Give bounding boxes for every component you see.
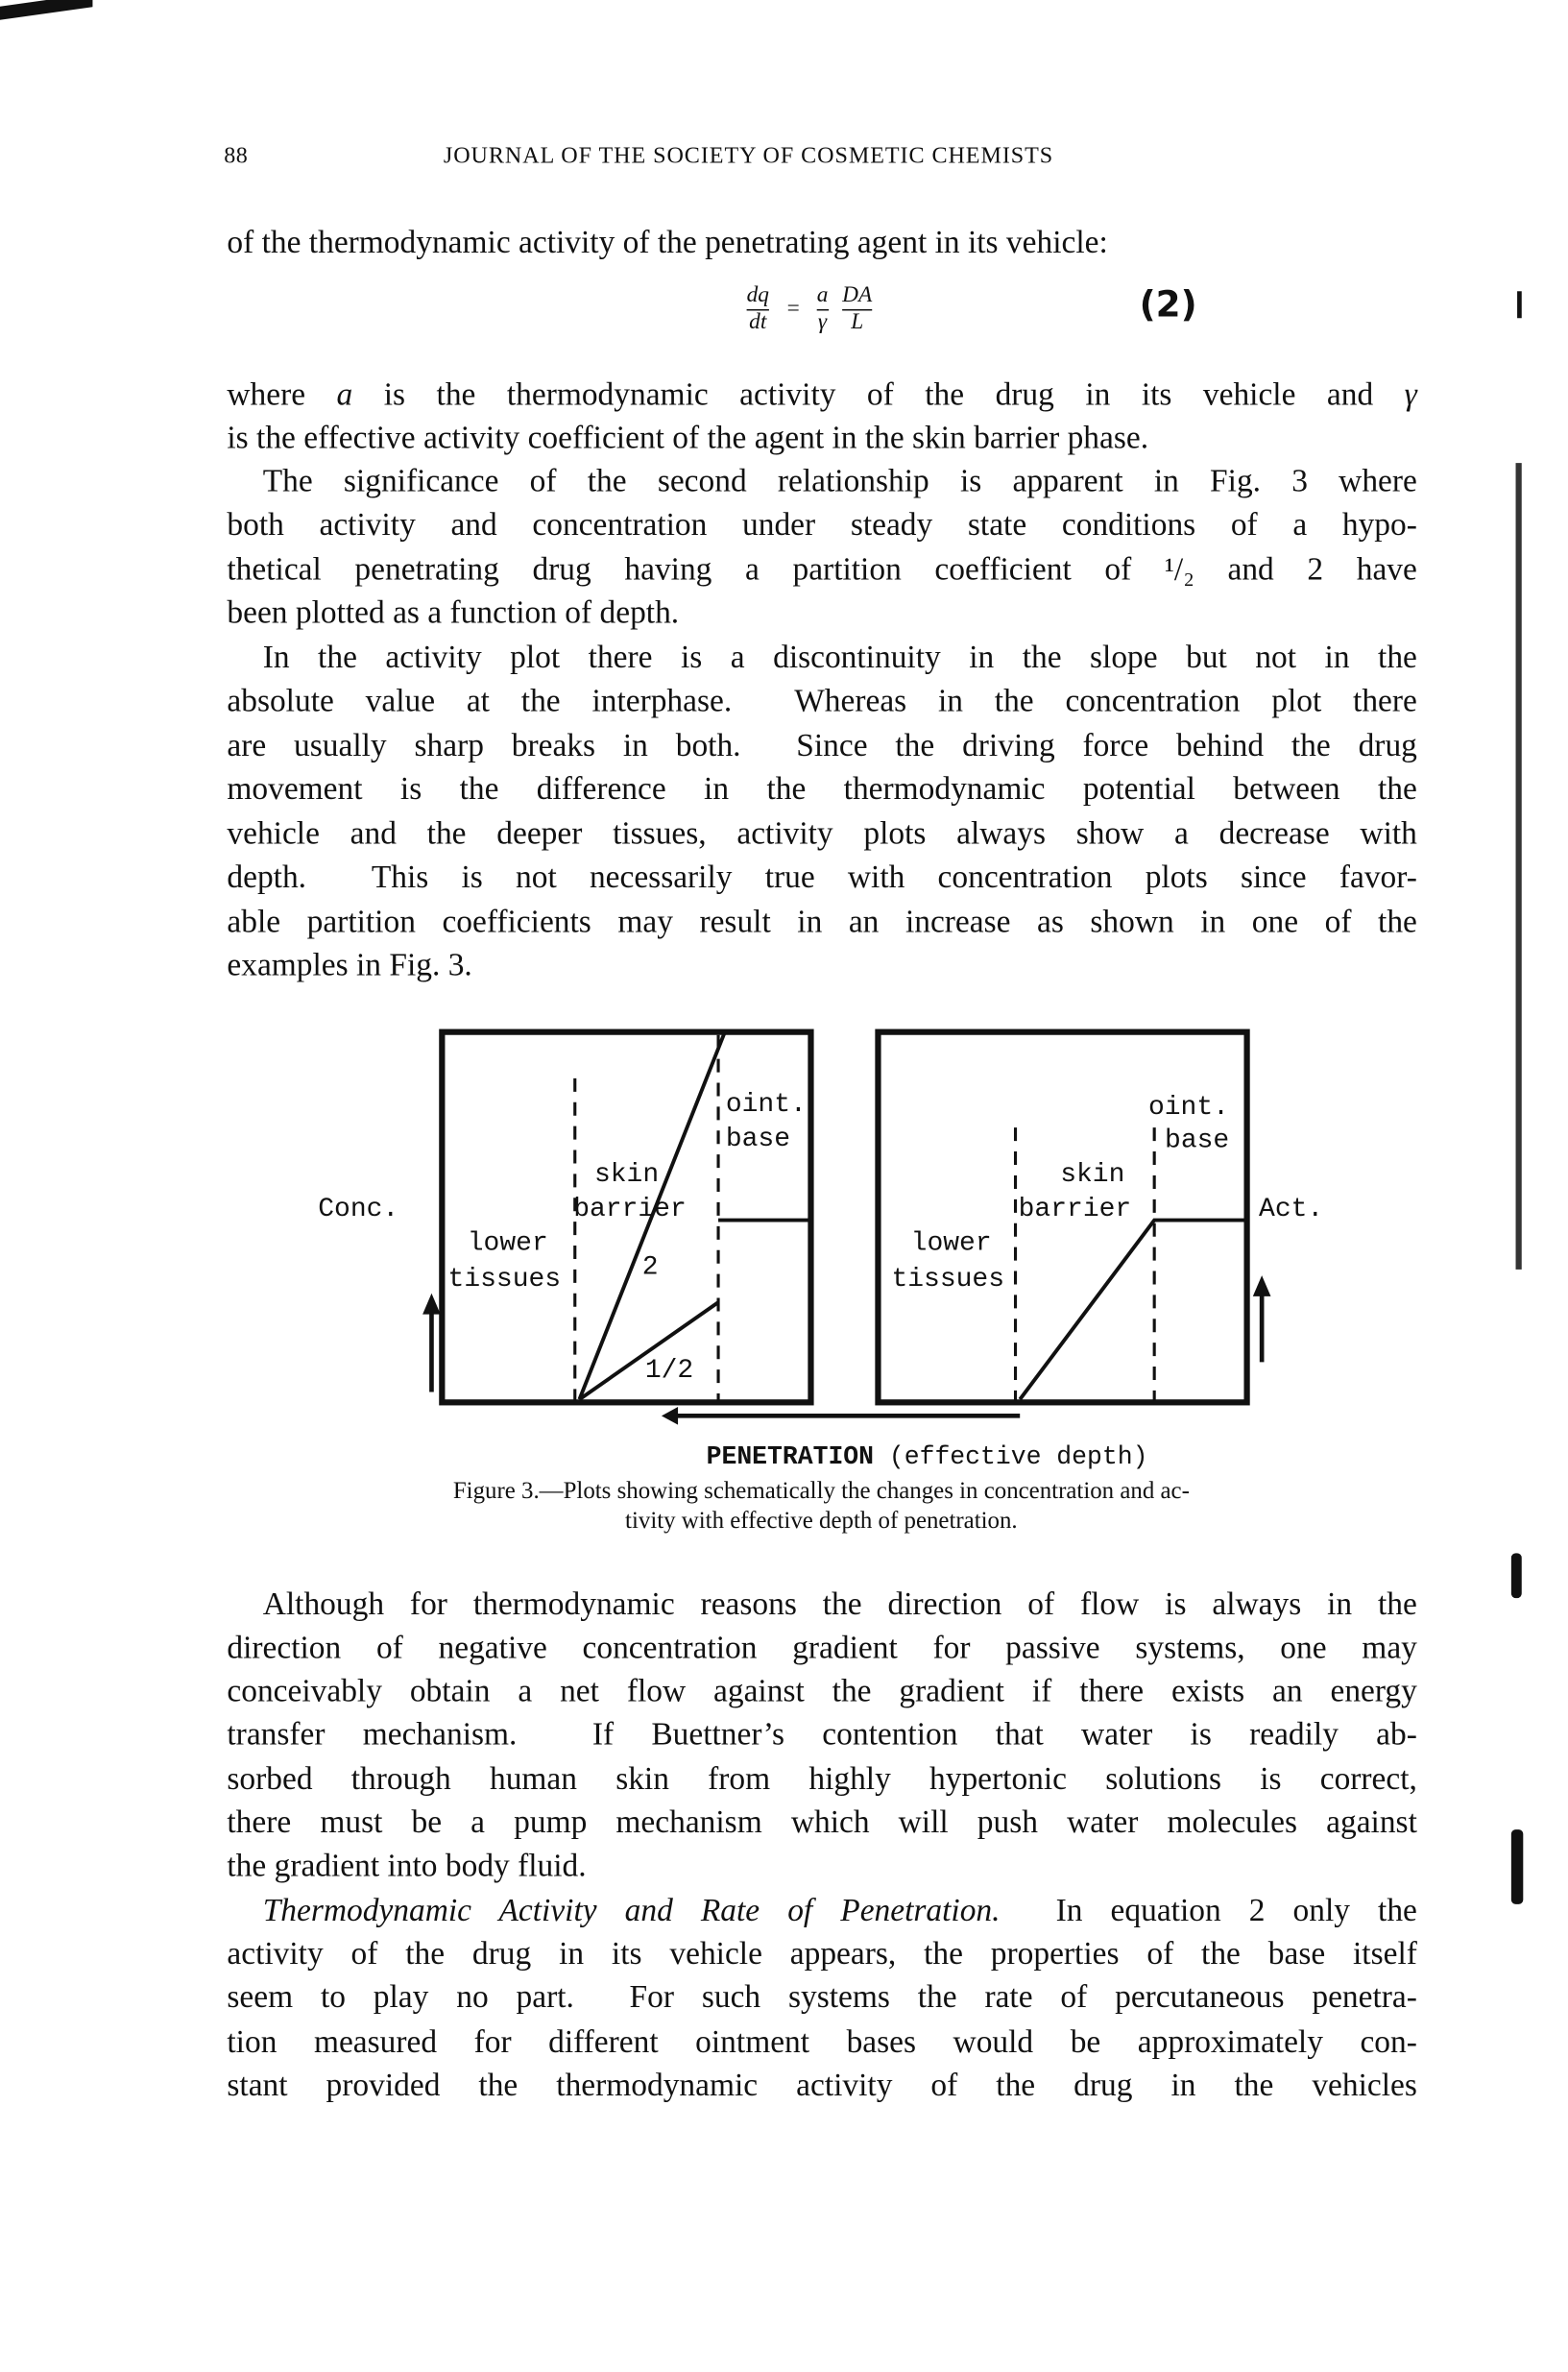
text-span: stant provided the thermodynamic activity of the drug in the vehicles xyxy=(227,2067,1417,2103)
text-span: absolute value at the interphase. Whereas in the concentration plot there xyxy=(227,682,1417,719)
text-span: conceivably obtain a net flow against the gradient if there exists an energy xyxy=(227,1672,1417,1709)
text-line xyxy=(227,2023,1416,2059)
italic-text: γ xyxy=(1404,375,1417,413)
text-span: transfer mechanism. If Buettner’s contention that water is readily ab- xyxy=(227,1715,1417,1753)
scan-artifact xyxy=(1511,1553,1522,1598)
denominator: γ xyxy=(817,310,828,335)
curve-label-half: 1/2 xyxy=(644,1355,694,1386)
text-span: Although for thermodynamic reasons the direction of flow is always in the xyxy=(262,1585,1417,1622)
text-line xyxy=(227,1848,1416,1883)
text-line xyxy=(227,1673,1416,1708)
label-oint-right: oint. xyxy=(1147,1093,1229,1124)
text-span: tion measured for different ointment bases would be approximately con- xyxy=(227,2023,1417,2060)
numerator: dq xyxy=(746,283,769,308)
text-span: depth. This is not necessarily true with concentration plots since favor- xyxy=(227,859,1417,895)
text-span: able partition coefficients may result in an increase as shown in one of the xyxy=(227,903,1417,940)
running-header: JOURNAL OF THE SOCIETY OF COSMETIC CHEMISTS xyxy=(443,143,1054,169)
x-axis-label xyxy=(707,1442,1148,1471)
italic-text: Thermodynamic Activity and Rate of Penetration. xyxy=(262,1892,1001,1928)
text-line xyxy=(227,1761,1416,1797)
text-span: In equation 2 only the xyxy=(1000,1892,1417,1928)
label-base-right: base xyxy=(1165,1125,1230,1156)
label-tissues: tissues xyxy=(447,1265,562,1295)
text-line xyxy=(227,1979,1416,2015)
conc-axis-label: Conc. xyxy=(318,1194,399,1224)
act-axis-label: Act. xyxy=(1259,1194,1324,1224)
text-span: movement is the difference in the thermodynamic potential between the xyxy=(227,770,1417,807)
text-span: been plotted as a function of depth. xyxy=(227,593,680,631)
scan-artifact xyxy=(1517,291,1522,318)
text-line xyxy=(263,1892,1417,1927)
text-span: is the effective activity coefficient of the agent in the skin barrier phase. xyxy=(227,420,1149,456)
label-barrier: barrier xyxy=(573,1194,687,1224)
x-axis-label-bold: PENETRATION xyxy=(706,1442,875,1472)
numerator: DA xyxy=(842,283,873,308)
numerator: a xyxy=(816,283,829,308)
text-span: examples in Fig. 3. xyxy=(227,946,472,983)
text-span: of the thermodynamic activity of the penetrating agent in its vehicle: xyxy=(227,224,1108,260)
page-number: 88 xyxy=(224,143,249,169)
denominator: L xyxy=(851,310,864,335)
text-span: direction of negative concentration gradient for passive systems, one may xyxy=(227,1629,1417,1666)
text-line xyxy=(227,1716,1416,1752)
text-line xyxy=(227,1630,1416,1665)
text-span: seem to play no part. For such systems the rate of percutaneous penetra- xyxy=(227,1978,1417,2015)
text-span: The significance of the second relationship is apparent in Fig. 3 where xyxy=(262,463,1417,499)
text-span: sorbed through human skin from highly hypertonic solutions is correct, xyxy=(227,1760,1417,1797)
label-lower: lower xyxy=(467,1228,548,1259)
denominator: dt xyxy=(749,310,767,335)
figure-caption-line2: tivity with effective depth of penetration. xyxy=(625,1508,1018,1535)
label-oint: oint. xyxy=(725,1090,807,1121)
text-line xyxy=(227,1804,1416,1840)
text-span: is the thermodynamic activity of the drug in its vehicle and xyxy=(352,375,1405,413)
text-line xyxy=(263,1586,1417,1622)
text-line xyxy=(227,1936,1416,1972)
label-skin: skin xyxy=(593,1160,660,1191)
label-barrier-right: barrier xyxy=(1018,1194,1132,1224)
figure-caption-line1: Figure 3.—Plots showing schematically the changes in concentration and ac- xyxy=(452,1478,1190,1505)
label-skin-right: skin xyxy=(1060,1160,1125,1191)
scan-artifact xyxy=(1516,463,1522,1270)
text-span: both activity and concentration under steady state conditions of a hypo- xyxy=(227,506,1417,543)
text-span: In the activity plot there is a discontinuity in the slope but not in the xyxy=(262,639,1417,675)
scan-artifact xyxy=(1511,1829,1523,1904)
italic-text: a xyxy=(336,375,353,413)
equation-number: (2) xyxy=(1139,283,1197,327)
text-line xyxy=(227,2067,1416,2102)
text-span: are usually sharp breaks in both. Since the driving force behind the drug xyxy=(227,727,1417,763)
text-span: activity of the drug in its vehicle appears, the properties of the base itself xyxy=(227,1935,1417,1972)
label-lower-right: lower xyxy=(910,1228,992,1259)
text-span: vehicle and the deeper tissues, activity plots always show a decrease with xyxy=(227,815,1417,852)
text-span: there must be a pump mechanism which will push water molecules against xyxy=(227,1803,1417,1841)
label-base: base xyxy=(725,1124,791,1154)
equals-sign: = xyxy=(786,297,800,322)
x-axis-label-rest: (effective depth) xyxy=(874,1442,1148,1472)
text-span: the gradient into body fluid. xyxy=(227,1847,587,1884)
text-span: where xyxy=(227,375,337,413)
curve-label-2: 2 xyxy=(641,1252,659,1283)
label-tissues-right: tissues xyxy=(891,1265,1005,1295)
activity-curve xyxy=(1020,1221,1246,1400)
text-span: thetical penetrating drug having a partition coefficient of ¹/₂ and 2 have xyxy=(227,550,1417,588)
